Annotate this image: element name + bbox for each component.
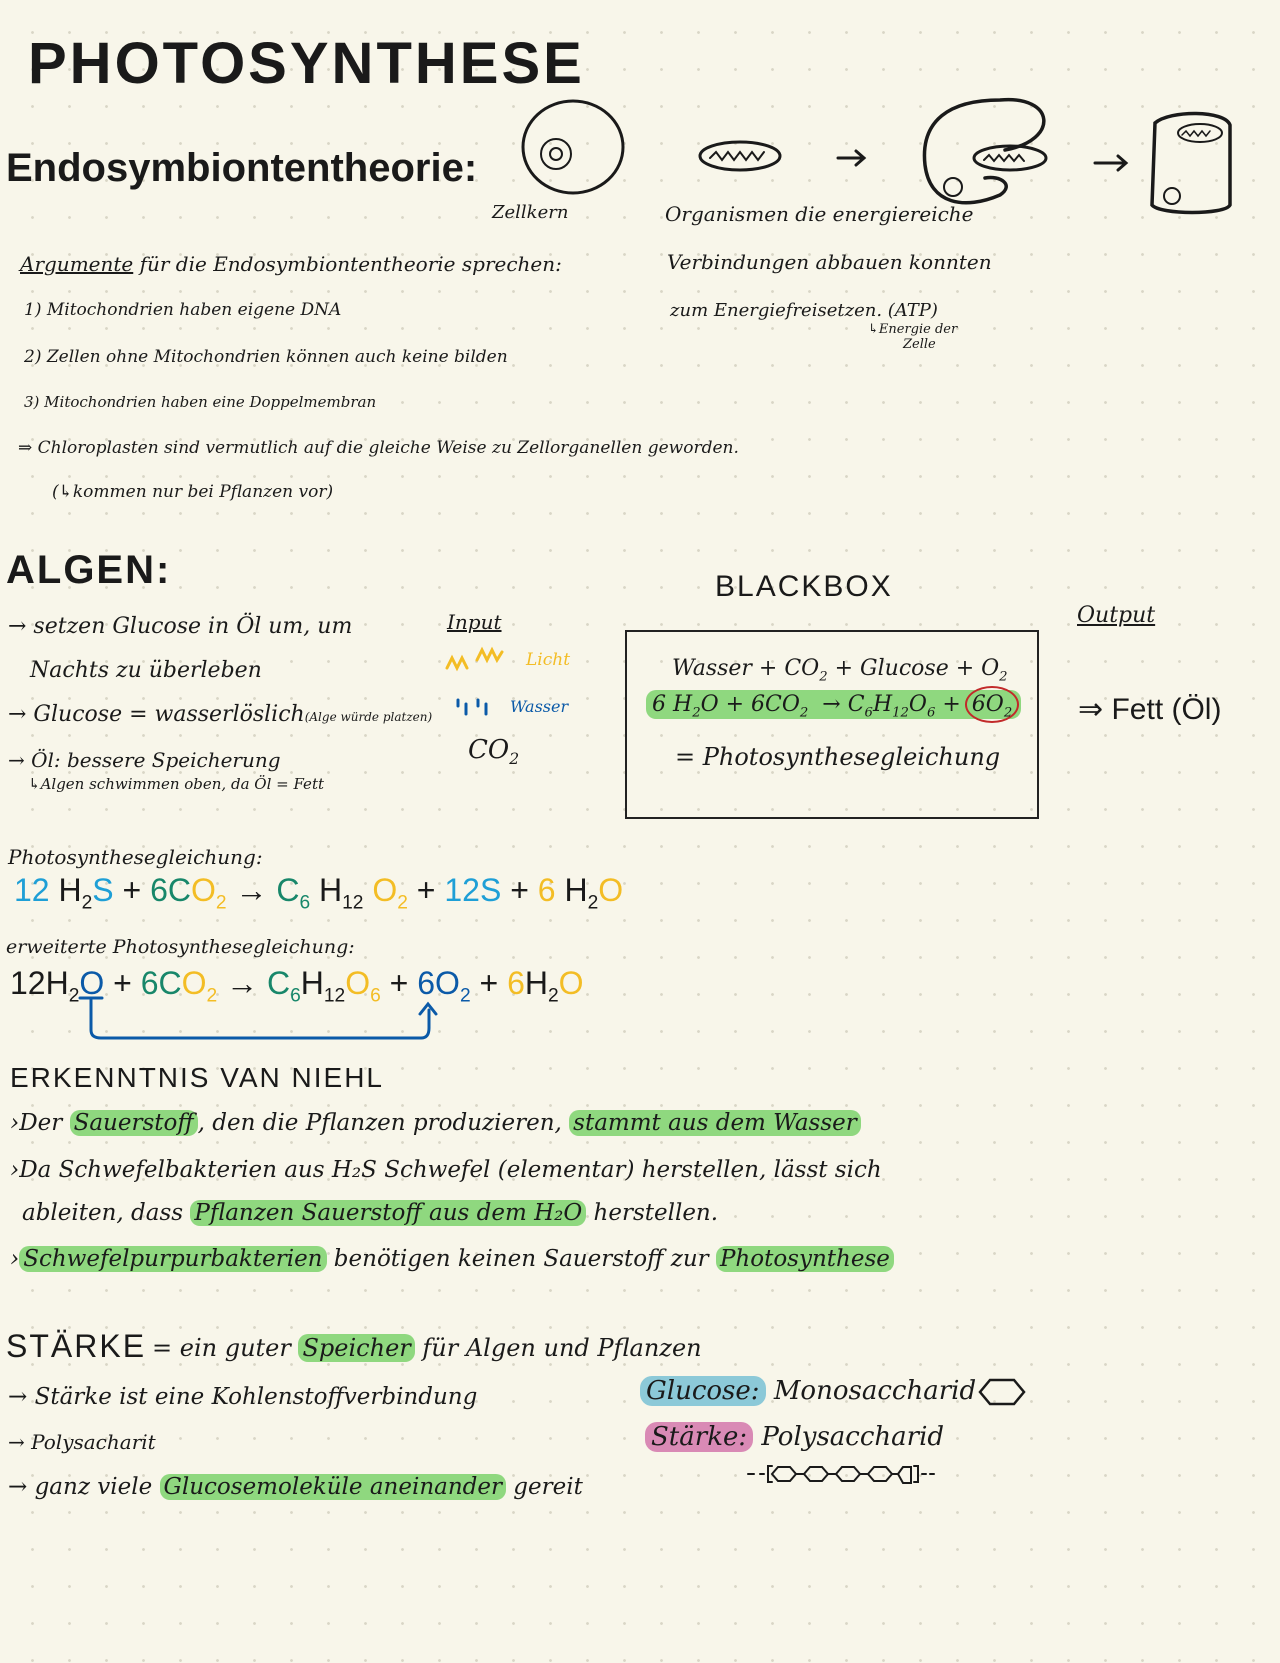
oxygen-origin-arrow <box>80 998 436 1038</box>
cell-icon <box>523 101 623 193</box>
staerke-p3c: gereit <box>506 1474 583 1500</box>
algen-point-3: → Öl: bessere Speicherung <box>8 748 281 772</box>
niehl-l1b: Sauerstoff <box>70 1110 198 1136</box>
algen-point-2-text: → Glucose = wasserlöslich <box>8 702 305 727</box>
conclusion: ⇒ Chloroplasten sind vermutlich auf die gleiche Weise zu Zellorganellen geworden. <box>18 438 739 458</box>
co2-input: $CO_2$ <box>468 735 520 769</box>
niehl-l3b: Pflanzen Sauerstoff aus dem H₂O <box>190 1200 586 1226</box>
niehl-l3a: ableiten, dass <box>22 1200 191 1226</box>
niehl-l4a: Schwefelpurpurbakterien <box>19 1246 326 1272</box>
niehl-l4c: Photosynthese <box>716 1246 894 1272</box>
starch-chain-icon <box>748 1466 934 1483</box>
arg-1: 1) Mitochondrien haben eigene DNA <box>24 300 342 320</box>
atp-note-2: Zelle <box>903 337 936 352</box>
algen-point-3-note: ↳Algen schwimmen oben, da Öl = Fett <box>28 775 324 793</box>
algen-point-1a: → setzen Glucose in Öl um, um <box>8 614 353 639</box>
endo-heading: Endosymbiontentheorie: <box>6 146 478 190</box>
niehl-l4b: benötigen keinen Sauerstoff zur <box>326 1246 716 1272</box>
bb-line-1b: + Glucose + O <box>834 656 1000 681</box>
water-drops-icon <box>458 700 486 714</box>
staerke-label: Stärke: <box>645 1422 753 1452</box>
organism-line-1: Organismen die energiereiche <box>665 202 974 226</box>
niehl-line-4: › Schwefelpurpurbakterien benötigen keinen Sauerstoff zur Photosynthese <box>10 1246 894 1272</box>
staerke-p3b: Glucosemoleküle aneinander <box>160 1474 507 1500</box>
organism-line-3: zum Energiefreisetzen. (ATP) <box>670 300 938 321</box>
arg-3: 3) Mitochondrien haben eine Doppelmembran <box>24 393 377 411</box>
atp-note-1: ↳Energie der <box>868 322 958 337</box>
staerke-p3a: → ganz viele <box>8 1474 160 1500</box>
niehl-l1c: , den die Pflanzen produzieren, <box>197 1110 570 1136</box>
staerke-def-b: Speicher <box>298 1334 414 1362</box>
engulfing-cell-icon <box>924 100 1046 203</box>
nucleus-label: Zellkern <box>492 202 569 223</box>
niehl-l1d: stammt aus dem Wasser <box>569 1110 861 1136</box>
bb-line-1a: Wasser + CO <box>672 656 820 681</box>
eq1-label: Photosynthesegleichung: <box>8 845 263 869</box>
niehl-l3c: herstellen. <box>586 1200 719 1226</box>
staerke-heading: STÄRKE <box>6 1328 147 1364</box>
wasser-label: Wasser <box>510 697 569 716</box>
staerke-def-c: für Algen und Pflanzen <box>414 1334 702 1362</box>
arrow-icon-2 <box>1095 156 1126 170</box>
hexagon-icon <box>980 1380 1024 1404</box>
output-value: ⇒ Fett (Öl) <box>1078 693 1222 726</box>
eq2: $12H_2O + 6CO_2 \to C_6H_{12}O_6 + 6O_2 + 6H_2O$ <box>10 965 584 1007</box>
staerke-type: Polysaccharid <box>761 1422 945 1452</box>
eukaryote-icon <box>1152 113 1230 212</box>
light-icon <box>447 650 502 668</box>
staerke-p2: → Polysacharit <box>8 1430 156 1454</box>
page-title: PHOTOSYNTHESE <box>28 31 585 96</box>
bb-equation: 6 $H_2O + 6CO_2 \to C_6H_{12}O_6 + 6O_2$ <box>646 692 1019 720</box>
niehl-line-2: ›Da Schwefelbakterien aus H₂S Schwefel (elementar) herstellen, lässt sich <box>10 1157 882 1183</box>
algen-heading: ALGEN: <box>6 548 172 592</box>
eq1: 12 $H_2S + 6CO_2 \to C_6$ $H_{12}$ $O_2 + 12S + 6$ $H_2O$ <box>14 872 624 914</box>
niehl-heading: ERKENNTNIS VAN NIEHL <box>10 1062 384 1093</box>
glucose-type: Monosaccharid <box>773 1376 977 1406</box>
licht-label: Licht <box>526 650 571 670</box>
bb-line-1: Wasser + $CO_2 + Glucose + O_2$ <box>672 656 1008 685</box>
staerke-def-a: = ein guter <box>152 1334 299 1362</box>
niehl-l1a: ›Der <box>10 1110 70 1136</box>
co2-input-text: CO <box>468 735 510 765</box>
glucose-label: Glucose: <box>640 1376 766 1406</box>
args-rest: für die Endosymbiontentheorie sprechen: <box>139 252 562 276</box>
bb-eq-label: = Photosynthesegleichung <box>675 743 1001 771</box>
output-label: Output <box>1077 603 1156 628</box>
arrow-icon <box>838 151 864 165</box>
args-label: Argumente <box>20 252 134 276</box>
input-label: Input <box>447 610 502 634</box>
algen-point-1b: Nachts zu überleben <box>30 658 262 683</box>
blackbox-title: BLACKBOX <box>715 570 893 603</box>
staerke-p1: → Stärke ist eine Kohlenstoffverbindung <box>8 1384 478 1410</box>
conclusion-note: (↳kommen nur bei Pflanzen vor) <box>52 482 334 502</box>
organism-line-2: Verbindungen abbauen konnten <box>667 250 992 274</box>
mitochondrion-icon <box>700 142 780 170</box>
arg-2: 2) Zellen ohne Mitochondrien können auch keine bilden <box>24 347 508 367</box>
algen-point-2-note: (Alge würde platzen) <box>304 710 433 724</box>
eq2-label: erweiterte Photosynthesegleichung: <box>6 936 355 958</box>
